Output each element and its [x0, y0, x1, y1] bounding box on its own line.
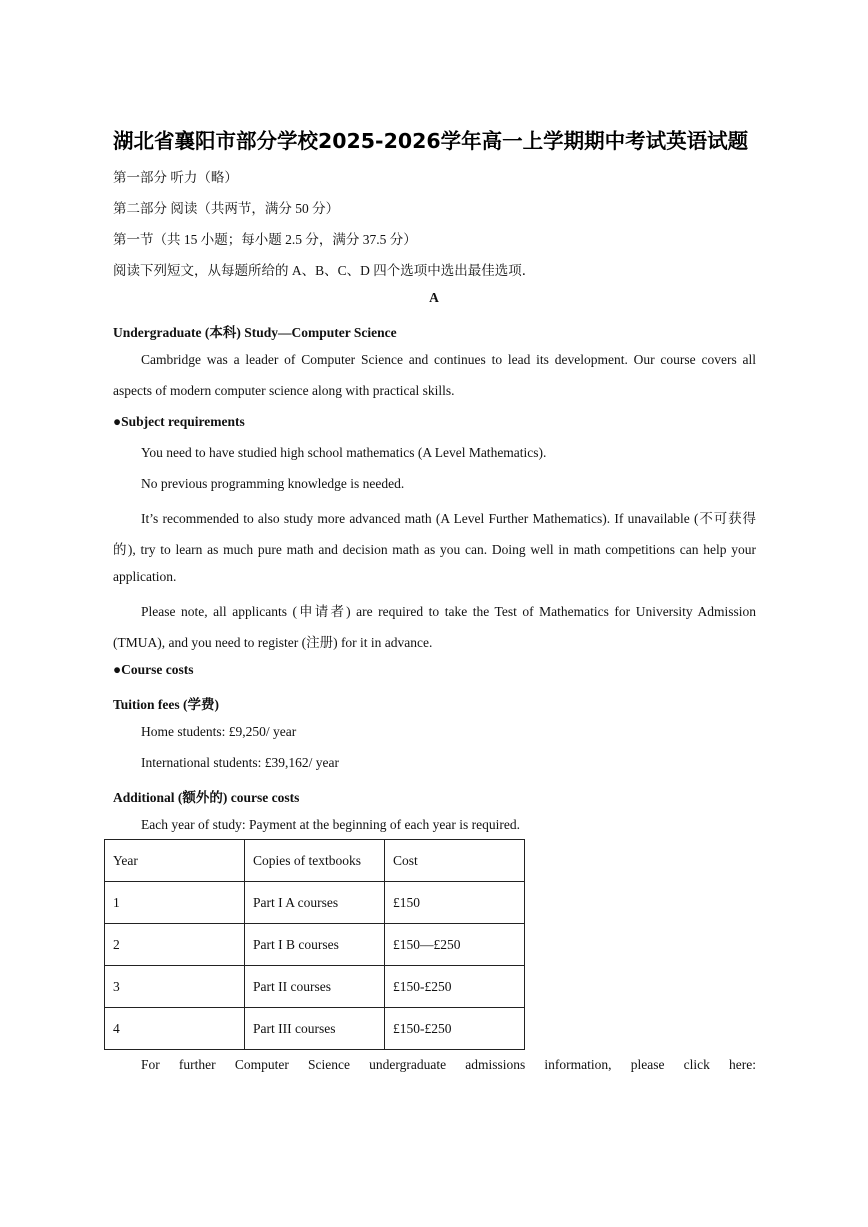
- intro-line-1: Cambridge was a leader of Computer Science and continues to lead its development. Our course covers all: [141, 352, 756, 367]
- home-students-fee: Home students: £9,250/ year: [141, 724, 297, 739]
- passage-letter: A: [429, 290, 439, 305]
- passage-heading: Undergraduate (本科) Study—Computer Science: [113, 325, 397, 340]
- course-costs-heading: ●Course costs: [113, 662, 194, 677]
- table-header-cell: Cost: [385, 840, 525, 882]
- part1-label: 第一部分 听力（略）: [113, 170, 238, 185]
- table-header-cell: Year: [105, 840, 245, 882]
- table-header-row: [105, 840, 525, 882]
- table-row: [105, 882, 525, 924]
- international-students-fee: International students: £39,162/ year: [141, 755, 339, 770]
- instruction-text: 阅读下列短文，从每题所给的 A、B、C、D 四个选项中选出最佳选项．: [113, 263, 536, 278]
- subject-requirements-heading: ●Subject requirements: [113, 414, 245, 429]
- table-cell: Part I A courses: [245, 882, 385, 924]
- note-line-1: Please note, all applicants (申请者) are required to take the Test of Mathematics for University Admission: [141, 604, 756, 619]
- requirement-2: No previous programming knowledge is needed.: [141, 476, 405, 491]
- table-row: [105, 1008, 525, 1050]
- table-cell: 1: [105, 882, 245, 924]
- table-cell: Part III courses: [245, 1008, 385, 1050]
- table-cell: £150—£250: [385, 924, 525, 966]
- table-cell: £150-£250: [385, 966, 525, 1008]
- further-info-line: For further Computer Science undergraduate admissions information, please click here:: [141, 1057, 756, 1072]
- requirement-1: You need to have studied high school mathematics (A Level Mathematics).: [141, 445, 547, 460]
- table-cell: Part II courses: [245, 966, 385, 1008]
- table-cell: Part I B courses: [245, 924, 385, 966]
- requirement-3-line-3: application.: [113, 569, 177, 584]
- section1-label: 第一节（共 15 小题；每小题 2.5 分，满分 37.5 分）: [113, 232, 417, 247]
- note-line-2: (TMUA), and you need to register (注册) for it in advance.: [113, 635, 433, 650]
- table-row: [105, 924, 525, 966]
- table-cell: 3: [105, 966, 245, 1008]
- each-year-note: Each year of study: Payment at the beginning of each year is required.: [141, 817, 520, 832]
- intro-line-2: aspects of modern computer science along with practical skills.: [113, 383, 455, 398]
- requirement-3-line-1: It’s recommended to also study more advanced math (A Level Further Mathematics). If unavailable (不可获得: [141, 511, 756, 526]
- table-cell: £150-£250: [385, 1008, 525, 1050]
- table-row: [105, 966, 525, 1008]
- table-header-cell: Copies of textbooks: [245, 840, 385, 882]
- requirement-3-line-2: 的), try to learn as much pure math and decision math as you can. Doing well in math competitions can help your: [113, 542, 756, 557]
- exam-title: 湖北省襄阳市部分学校2025-2026学年高一上学期期中考试英语试题: [113, 129, 749, 153]
- additional-costs-heading: Additional (额外的) course costs: [113, 790, 300, 805]
- table-cell: 2: [105, 924, 245, 966]
- tuition-fees-heading: Tuition fees (学费): [113, 697, 220, 712]
- part2-label: 第二部分 阅读（共两节，满分 50 分）: [113, 201, 340, 216]
- additional-costs-table: [104, 839, 525, 1050]
- table-cell: 4: [105, 1008, 245, 1050]
- table-cell: £150: [385, 882, 525, 924]
